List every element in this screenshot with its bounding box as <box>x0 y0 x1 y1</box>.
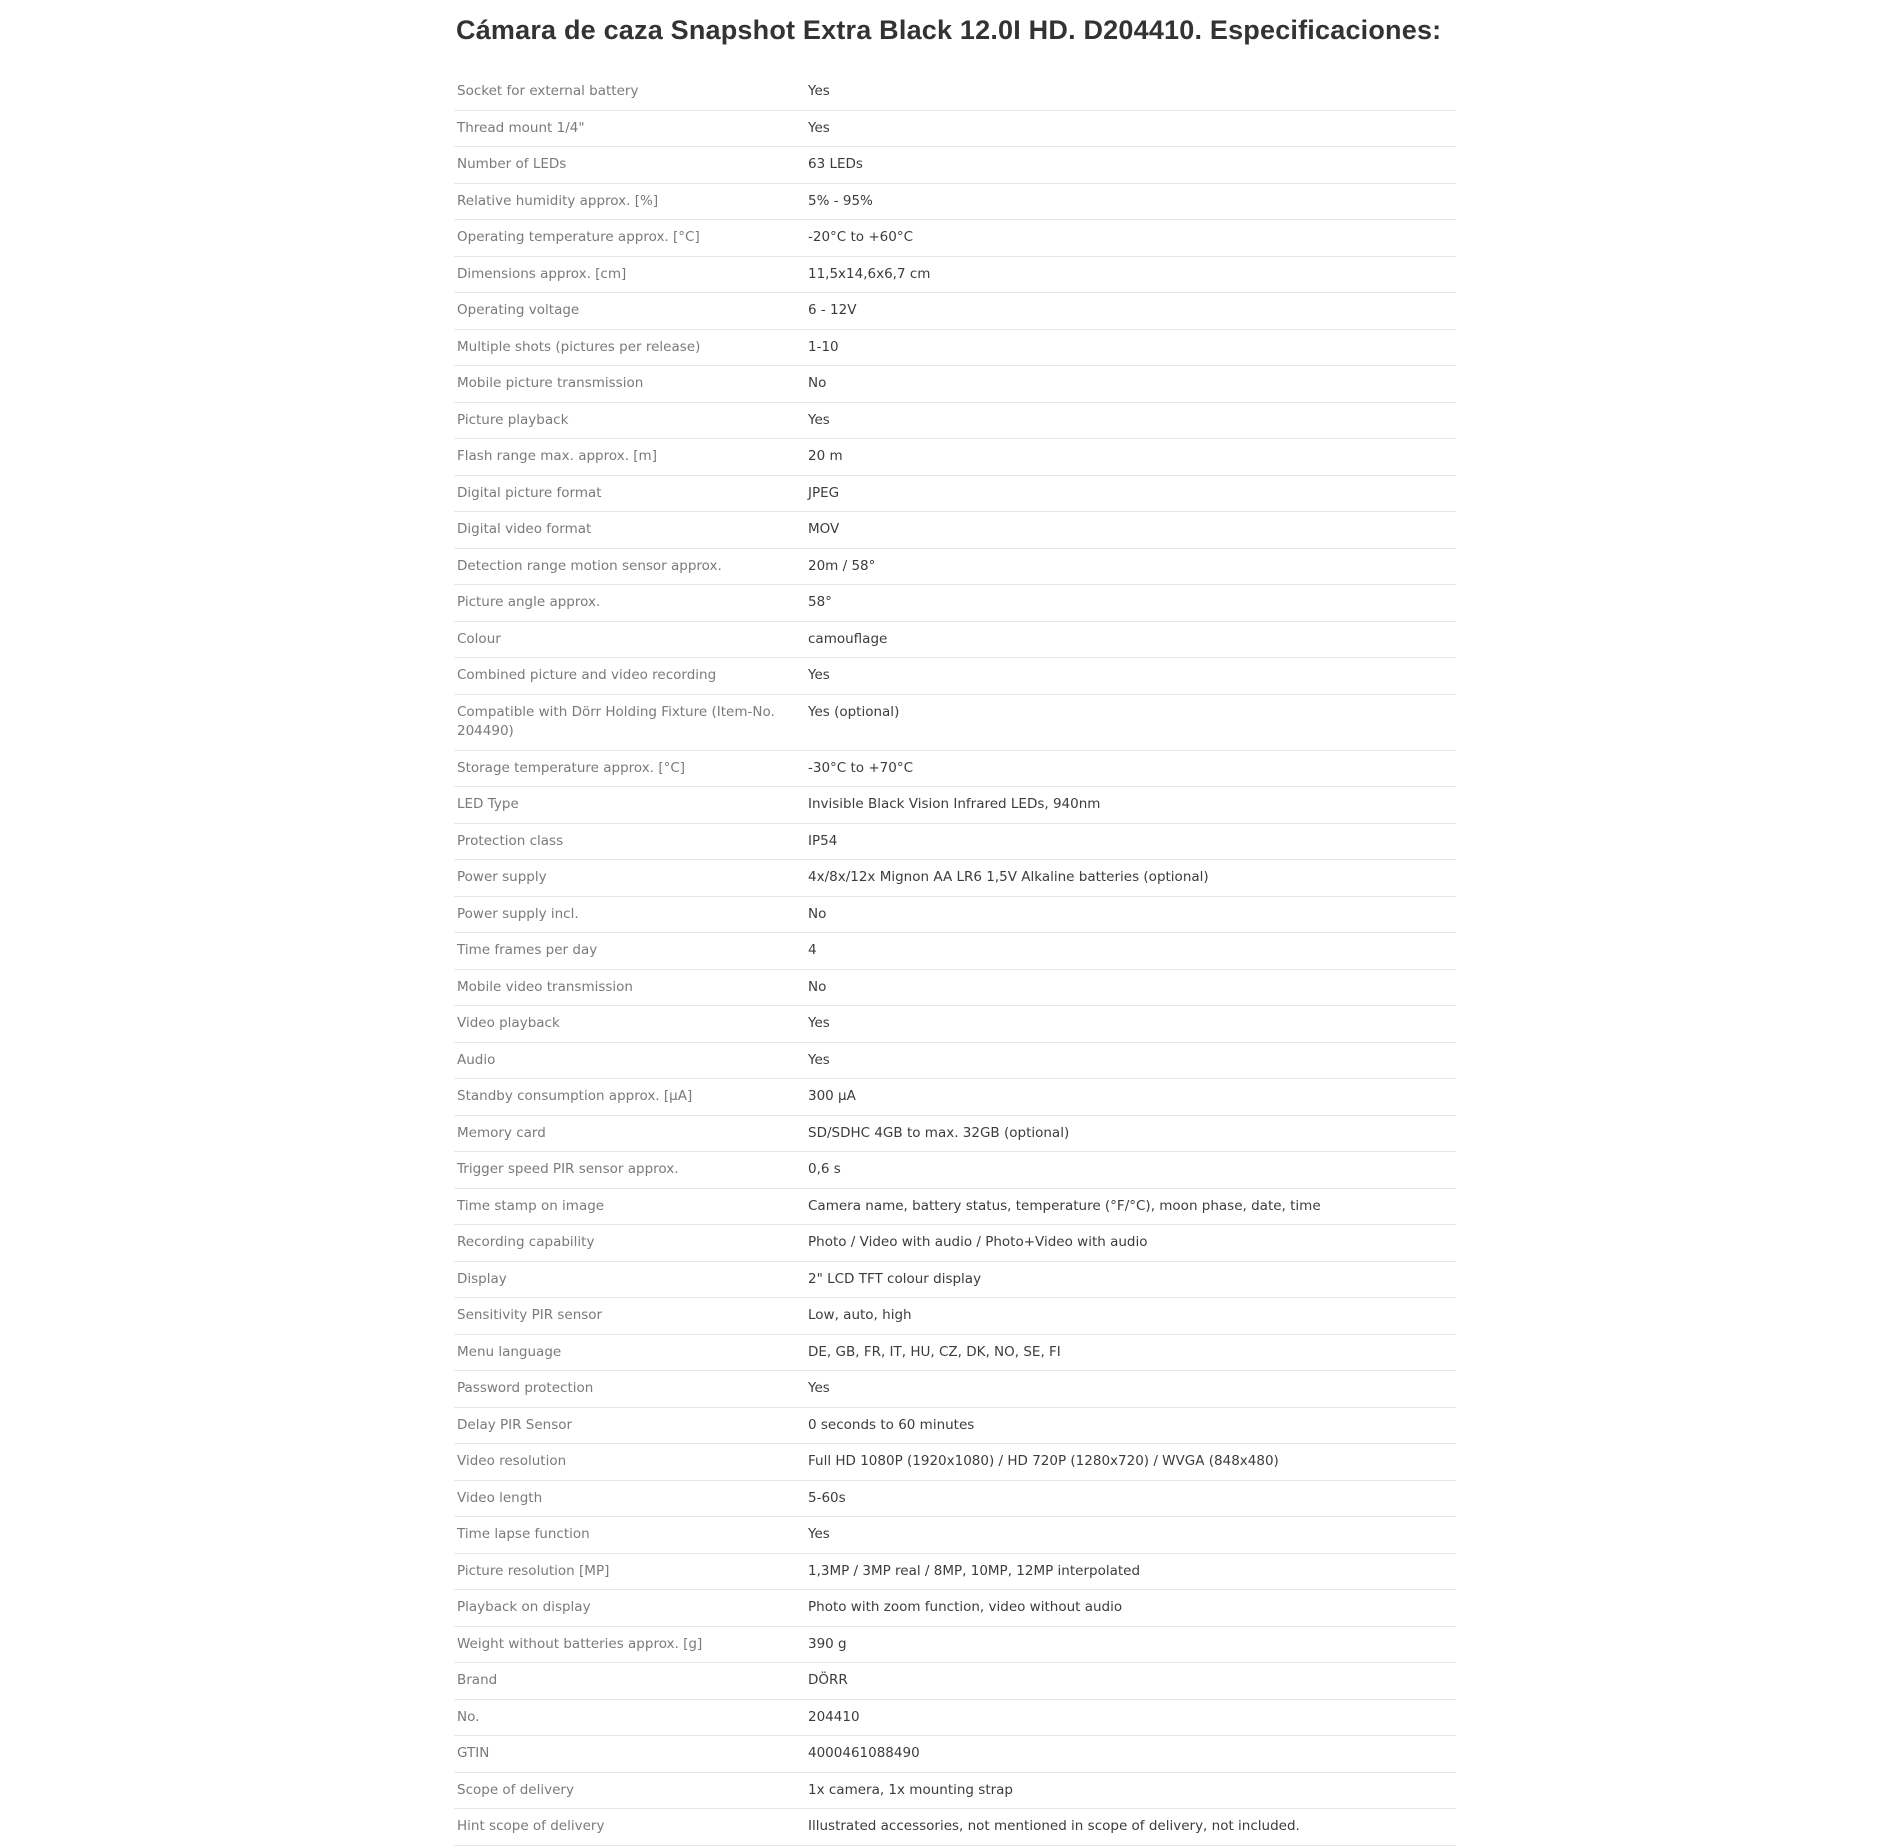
spec-row <box>454 1042 1456 1079</box>
spec-row <box>454 1188 1456 1225</box>
spec-label: Storage temperature approx. [°C] <box>454 750 805 787</box>
spec-row <box>454 512 1456 549</box>
spec-label: Standby consumption approx. [μA] <box>454 1079 805 1116</box>
spec-label: Dimensions approx. [cm] <box>454 256 805 293</box>
spec-value: Photo with zoom function, video without audio <box>805 1590 1456 1627</box>
spec-label: Mobile picture transmission <box>454 366 805 403</box>
spec-label: Audio <box>454 1042 805 1079</box>
spec-row <box>454 1407 1456 1444</box>
spec-label: Time frames per day <box>454 933 805 970</box>
spec-row <box>454 147 1456 184</box>
spec-label: No. <box>454 1699 805 1736</box>
spec-label: Thread mount 1/4" <box>454 110 805 147</box>
spec-row <box>454 439 1456 476</box>
spec-label: Picture angle approx. <box>454 585 805 622</box>
spec-label: Recording capability <box>454 1225 805 1262</box>
spec-row <box>454 475 1456 512</box>
spec-label: Mobile video transmission <box>454 969 805 1006</box>
spec-row <box>454 1480 1456 1517</box>
spec-sheet <box>454 10 1456 1846</box>
spec-value: 5-60s <box>805 1480 1456 1517</box>
spec-value: 4 <box>805 933 1456 970</box>
spec-label: Menu language <box>454 1334 805 1371</box>
spec-table-body <box>454 74 1456 1845</box>
spec-value: Full HD 1080P (1920x1080) / HD 720P (1280x720) / WVGA (848x480) <box>805 1444 1456 1481</box>
spec-row <box>454 220 1456 257</box>
spec-row <box>454 1115 1456 1152</box>
spec-label: Multiple shots (pictures per release) <box>454 329 805 366</box>
spec-label: Video length <box>454 1480 805 1517</box>
spec-value: 0,6 s <box>805 1152 1456 1189</box>
spec-value: Yes <box>805 1042 1456 1079</box>
spec-label: GTIN <box>454 1736 805 1773</box>
spec-row <box>454 1225 1456 1262</box>
spec-value: 390 g <box>805 1626 1456 1663</box>
spec-row <box>454 1152 1456 1189</box>
spec-value: Yes <box>805 74 1456 110</box>
spec-label: LED Type <box>454 787 805 824</box>
spec-row <box>454 1699 1456 1736</box>
spec-row <box>454 694 1456 750</box>
spec-value: 11,5x14,6x6,7 cm <box>805 256 1456 293</box>
spec-row <box>454 1626 1456 1663</box>
spec-label: Number of LEDs <box>454 147 805 184</box>
spec-label: Weight without batteries approx. [g] <box>454 1626 805 1663</box>
spec-value: 20 m <box>805 439 1456 476</box>
spec-value: No <box>805 969 1456 1006</box>
spec-value: Yes <box>805 1371 1456 1408</box>
spec-row <box>454 110 1456 147</box>
spec-label: Display <box>454 1261 805 1298</box>
spec-value: -30°C to +70°C <box>805 750 1456 787</box>
spec-value: Yes (optional) <box>805 694 1456 750</box>
spec-row <box>454 293 1456 330</box>
spec-row <box>454 585 1456 622</box>
spec-label: Detection range motion sensor approx. <box>454 548 805 585</box>
spec-label: Picture playback <box>454 402 805 439</box>
spec-row <box>454 183 1456 220</box>
spec-value: 63 LEDs <box>805 147 1456 184</box>
spec-label: Power supply incl. <box>454 896 805 933</box>
spec-value: 1x camera, 1x mounting strap <box>805 1772 1456 1809</box>
spec-row <box>454 1809 1456 1846</box>
spec-label: Video playback <box>454 1006 805 1043</box>
spec-label: Digital picture format <box>454 475 805 512</box>
spec-value: 20m / 58° <box>805 548 1456 585</box>
spec-row <box>454 1663 1456 1700</box>
spec-label: Password protection <box>454 1371 805 1408</box>
spec-label: Picture resolution [MP] <box>454 1553 805 1590</box>
spec-label: Protection class <box>454 823 805 860</box>
spec-row <box>454 933 1456 970</box>
spec-value: Illustrated accessories, not mentioned in scope of delivery, not included. <box>805 1809 1456 1846</box>
spec-label: Memory card <box>454 1115 805 1152</box>
spec-label: Relative humidity approx. [%] <box>454 183 805 220</box>
spec-value: 300 μA <box>805 1079 1456 1116</box>
spec-label: Socket for external battery <box>454 74 805 110</box>
spec-label: Playback on display <box>454 1590 805 1627</box>
spec-label: Operating temperature approx. [°C] <box>454 220 805 257</box>
spec-label: Colour <box>454 621 805 658</box>
spec-row <box>454 621 1456 658</box>
spec-value: 2" LCD TFT colour display <box>805 1261 1456 1298</box>
spec-value: Yes <box>805 658 1456 695</box>
spec-row <box>454 366 1456 403</box>
spec-value: Yes <box>805 1517 1456 1554</box>
spec-row <box>454 1772 1456 1809</box>
spec-label: Power supply <box>454 860 805 897</box>
spec-row <box>454 1298 1456 1335</box>
spec-row <box>454 750 1456 787</box>
spec-value: Yes <box>805 1006 1456 1043</box>
spec-row <box>454 1444 1456 1481</box>
spec-value: 4000461088490 <box>805 1736 1456 1773</box>
spec-row <box>454 658 1456 695</box>
spec-value: camouflage <box>805 621 1456 658</box>
spec-value: Low, auto, high <box>805 1298 1456 1335</box>
spec-value: 4x/8x/12x Mignon AA LR6 1,5V Alkaline batteries (optional) <box>805 860 1456 897</box>
spec-label: Time stamp on image <box>454 1188 805 1225</box>
spec-value: MOV <box>805 512 1456 549</box>
spec-label: Flash range max. approx. [m] <box>454 439 805 476</box>
spec-label: Brand <box>454 1663 805 1700</box>
spec-label: Scope of delivery <box>454 1772 805 1809</box>
spec-row <box>454 256 1456 293</box>
spec-value: Yes <box>805 402 1456 439</box>
spec-row <box>454 1006 1456 1043</box>
spec-row <box>454 74 1456 110</box>
spec-value: DE, GB, FR, IT, HU, CZ, DK, NO, SE, FI <box>805 1334 1456 1371</box>
spec-label: Combined picture and video recording <box>454 658 805 695</box>
spec-label: Digital video format <box>454 512 805 549</box>
spec-value: No <box>805 896 1456 933</box>
spec-row <box>454 329 1456 366</box>
spec-row <box>454 1517 1456 1554</box>
spec-label: Sensitivity PIR sensor <box>454 1298 805 1335</box>
spec-value: 1-10 <box>805 329 1456 366</box>
spec-label: Compatible with Dörr Holding Fixture (Item-No. 204490) <box>454 694 805 750</box>
spec-row <box>454 969 1456 1006</box>
spec-row <box>454 860 1456 897</box>
spec-value: IP54 <box>805 823 1456 860</box>
page-title: Cámara de caza Snapshot Extra Black 12.0I HD. D204410. Especificaciones: <box>456 15 1442 45</box>
spec-row <box>454 896 1456 933</box>
spec-row <box>454 787 1456 824</box>
spec-label: Operating voltage <box>454 293 805 330</box>
spec-row <box>454 1590 1456 1627</box>
spec-row <box>454 1371 1456 1408</box>
spec-label: Trigger speed PIR sensor approx. <box>454 1152 805 1189</box>
spec-row <box>454 823 1456 860</box>
spec-row <box>454 1261 1456 1298</box>
spec-value: No <box>805 366 1456 403</box>
spec-value: 58° <box>805 585 1456 622</box>
spec-value: 0 seconds to 60 minutes <box>805 1407 1456 1444</box>
spec-value: 6 - 12V <box>805 293 1456 330</box>
spec-label: Delay PIR Sensor <box>454 1407 805 1444</box>
spec-label: Hint scope of delivery <box>454 1809 805 1846</box>
spec-value: Invisible Black Vision Infrared LEDs, 940nm <box>805 787 1456 824</box>
spec-row <box>454 402 1456 439</box>
spec-label: Video resolution <box>454 1444 805 1481</box>
spec-row <box>454 1334 1456 1371</box>
spec-label: Time lapse function <box>454 1517 805 1554</box>
spec-table <box>454 74 1456 1846</box>
spec-row <box>454 1079 1456 1116</box>
spec-value: Photo / Video with audio / Photo+Video with audio <box>805 1225 1456 1262</box>
spec-row <box>454 1736 1456 1773</box>
spec-row <box>454 1553 1456 1590</box>
spec-value: 1,3MP / 3MP real / 8MP, 10MP, 12MP interpolated <box>805 1553 1456 1590</box>
spec-value: Camera name, battery status, temperature (°F/°C), moon phase, date, time <box>805 1188 1456 1225</box>
spec-value: -20°C to +60°C <box>805 220 1456 257</box>
spec-value: DÖRR <box>805 1663 1456 1700</box>
spec-value: 204410 <box>805 1699 1456 1736</box>
spec-value: JPEG <box>805 475 1456 512</box>
spec-value: SD/SDHC 4GB to max. 32GB (optional) <box>805 1115 1456 1152</box>
spec-value: Yes <box>805 110 1456 147</box>
spec-value: 5% - 95% <box>805 183 1456 220</box>
spec-row <box>454 548 1456 585</box>
